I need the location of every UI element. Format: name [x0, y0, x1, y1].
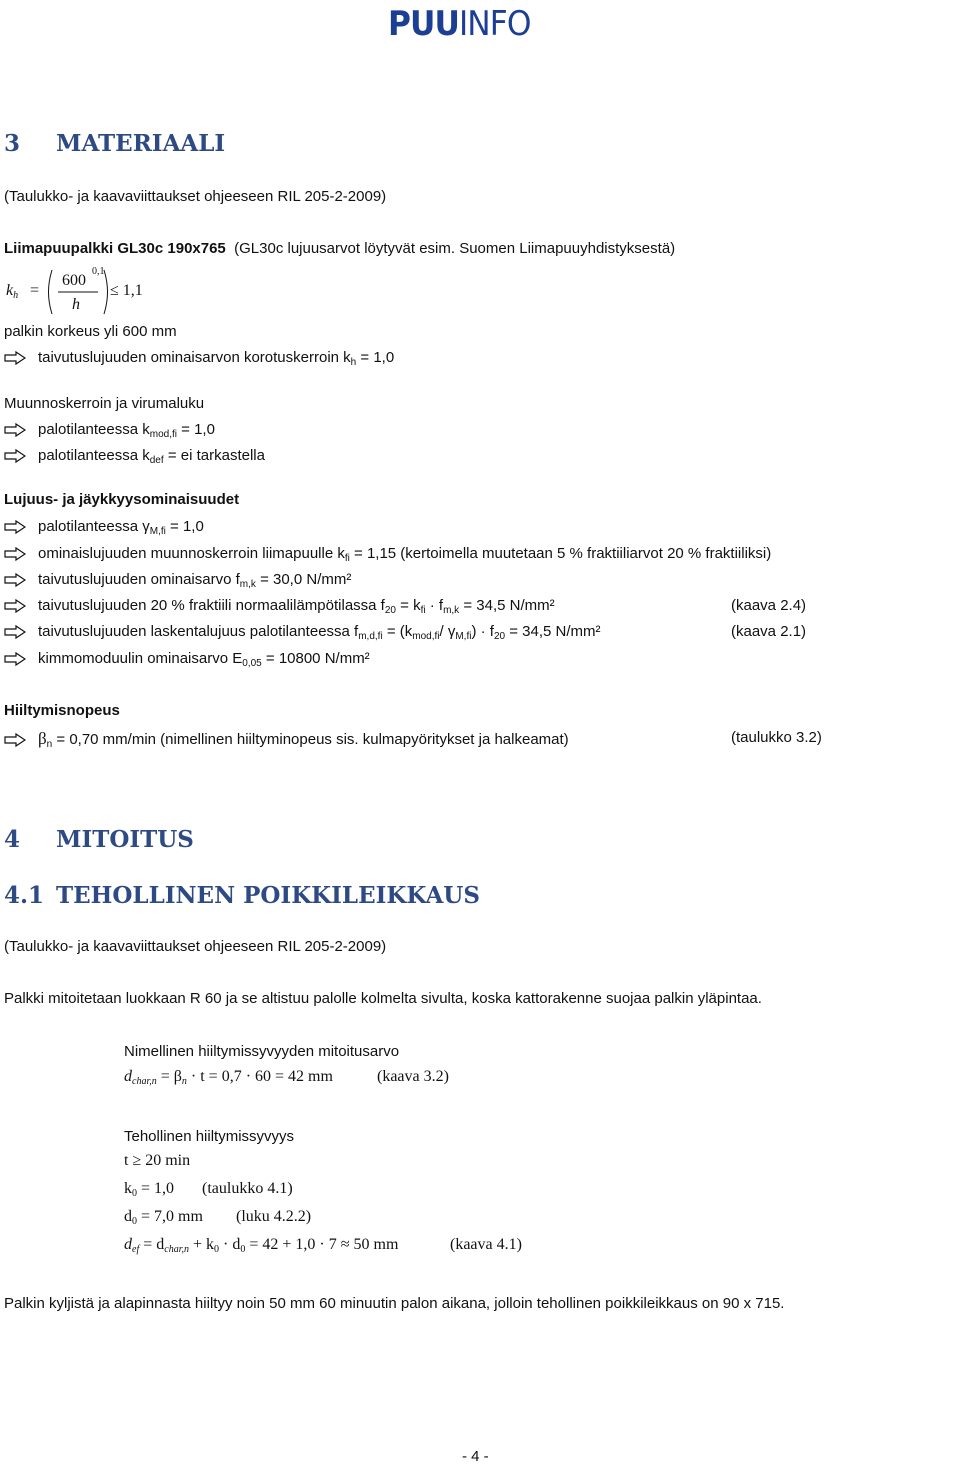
nominal-heading: Nimellinen hiiltymissyvyyden mitoitusarvo	[124, 1043, 400, 1060]
list-item: palotilanteessa $\gamma_{M,fi} = 1,0$	[4, 518, 204, 535]
section-4-heading	[4, 826, 194, 853]
formula-reference: (taulukko 4.1)	[202, 1180, 293, 1197]
section-number: 3	[4, 130, 21, 157]
list-item: palotilanteessa $k_{def}$ = ei tarkastella	[4, 447, 265, 464]
arrow-right-icon	[4, 623, 38, 640]
kh-symbol: k	[6, 282, 14, 299]
formula-reference: (kaava 3.2)	[377, 1068, 449, 1085]
arrow-right-icon	[4, 545, 38, 562]
beam-note: (GL30c lujuusarvot löytyvät esim. Suomen Liimapuuyhdistyksestä)	[234, 240, 676, 257]
page-number: - 4 -	[462, 1448, 489, 1465]
formula-reference: (kaava 4.1)	[450, 1236, 522, 1253]
hiilt-heading: Hiiltymisnopeus	[4, 702, 120, 719]
list-item: taivutuslujuuden ominaisarvon korotuskerroin $k_h = 1,0$	[4, 349, 394, 366]
kh-relation: ≤ 1,1	[110, 282, 143, 299]
section-number: 4	[4, 826, 21, 853]
arrow-right-icon	[4, 421, 38, 438]
paragraph: Palkki mitoitetaan luokkaan R 60 ja se altistuu palolle kolmelta sivulta, koska kattorakenne suojaa palkin yläpintaa.	[4, 990, 762, 1007]
arrow-right-icon	[4, 447, 38, 464]
section-number: 4.1	[4, 882, 45, 909]
lujuus-heading: Lujuus- ja jäykkyysominaisuudet	[4, 491, 240, 508]
list-item: taivutuslujuuden 20 % fraktiili normaalilämpötilassa $f_{20} = k_{fi} \cdot f_{m,k} = 34,5$ N/mm²	[4, 597, 555, 614]
list-item: $\beta_n = 0,70$ mm/min (nimellinen hiiltyminopeus sis. kulmapyöritykset ja halkeamat)	[4, 729, 569, 749]
formula-reference: (luku 4.2.2)	[236, 1208, 312, 1225]
beam-spec: Liimapuupalkki GL30c 190x765	[4, 240, 226, 257]
list-item: taivutuslujuuden ominaisarvo $f_{m,k} = 30,0$ N/mm²	[4, 571, 351, 588]
kh-exponent: 0,1	[92, 266, 105, 277]
nominal-formula: $d_{char,n} = \beta_n \cdot t = 0,7 \cdot 60 = 42$ mm	[124, 1068, 333, 1087]
section-title: MITOITUS	[56, 826, 194, 853]
formula-reference: (kaava 2.4)	[731, 597, 807, 614]
height-note: palkin korkeus yli 600 mm	[4, 323, 177, 340]
arrow-right-icon	[4, 650, 38, 667]
t-line: t ≥ 20 min	[124, 1152, 191, 1169]
kh-subscript: h	[13, 290, 19, 301]
list-item: kimmomoduulin ominaisarvo $E_{0,05} = 10800$ N/mm²	[4, 650, 370, 667]
muunnos-heading: Muunnoskerroin ja virumaluku	[4, 395, 205, 412]
effective-heading: Tehollinen hiiltymissyvyys	[124, 1128, 295, 1145]
k0-line: $k_0 = 1,0$	[124, 1180, 175, 1199]
section-3-heading	[4, 130, 225, 157]
section-title: MATERIAALI	[56, 130, 226, 157]
beam-line	[4, 240, 675, 257]
arrow-right-icon	[4, 597, 38, 614]
list-item: palotilanteessa $k_{mod,fi} = 1,0$	[4, 421, 215, 438]
section-title: TEHOLLINEN POIKKILEIKKAUS	[56, 882, 480, 909]
reference-note: (Taulukko- ja kaavaviittaukset ohjeeseen RIL 205-2-2009)	[4, 188, 387, 205]
kh-denominator: h	[72, 296, 80, 313]
arrow-right-icon	[4, 571, 38, 588]
kh-numerator: 600	[62, 272, 86, 289]
list-item: ominaislujuuden muunnoskerroin liimapuulle $k_{fi} = 1,15$ (kertoimella muutetaan 5 % fraktiiliarvot 20 % fraktiiliksi)	[4, 545, 771, 562]
list-item: taivutuslujuuden laskentalujuus palotilanteessa $f_{m,d,fi} = (k_{mod,fi}/$ $\gamma_{M,fi}) \cdot f_{20} = 34,5$ N/mm²	[4, 623, 601, 640]
arrow-right-icon	[4, 731, 38, 748]
formula-reference: (taulukko 3.2)	[731, 729, 822, 746]
conclusion-paragraph: Palkin kyljistä ja alapinnasta hiiltyy noin 50 mm 60 minuutin palon aikana, jolloin tehollinen poikkileikkaus on 90 x 715.	[4, 1295, 785, 1312]
arrow-right-icon	[4, 349, 38, 366]
reference-note: (Taulukko- ja kaavaviittaukset ohjeeseen RIL 205-2-2009)	[4, 938, 387, 955]
section-4-1-heading	[4, 882, 480, 909]
formula-reference: (kaava 2.1)	[731, 623, 807, 640]
puuinfo-logo	[388, 4, 531, 44]
def-line: $d_{ef} = d_{char,n} + k_0 \cdot d_0 = 42 + 1,0 \cdot 7 \approx 50$ mm	[124, 1236, 399, 1255]
d0-line: $d_0 = 7,0$ mm	[124, 1208, 203, 1227]
kh-formula	[6, 266, 156, 318]
kh-equals: =	[30, 282, 40, 299]
arrow-right-icon	[4, 518, 38, 535]
logo-text-puu: PUU	[388, 4, 459, 44]
logo-text-info: INFO	[458, 4, 531, 44]
